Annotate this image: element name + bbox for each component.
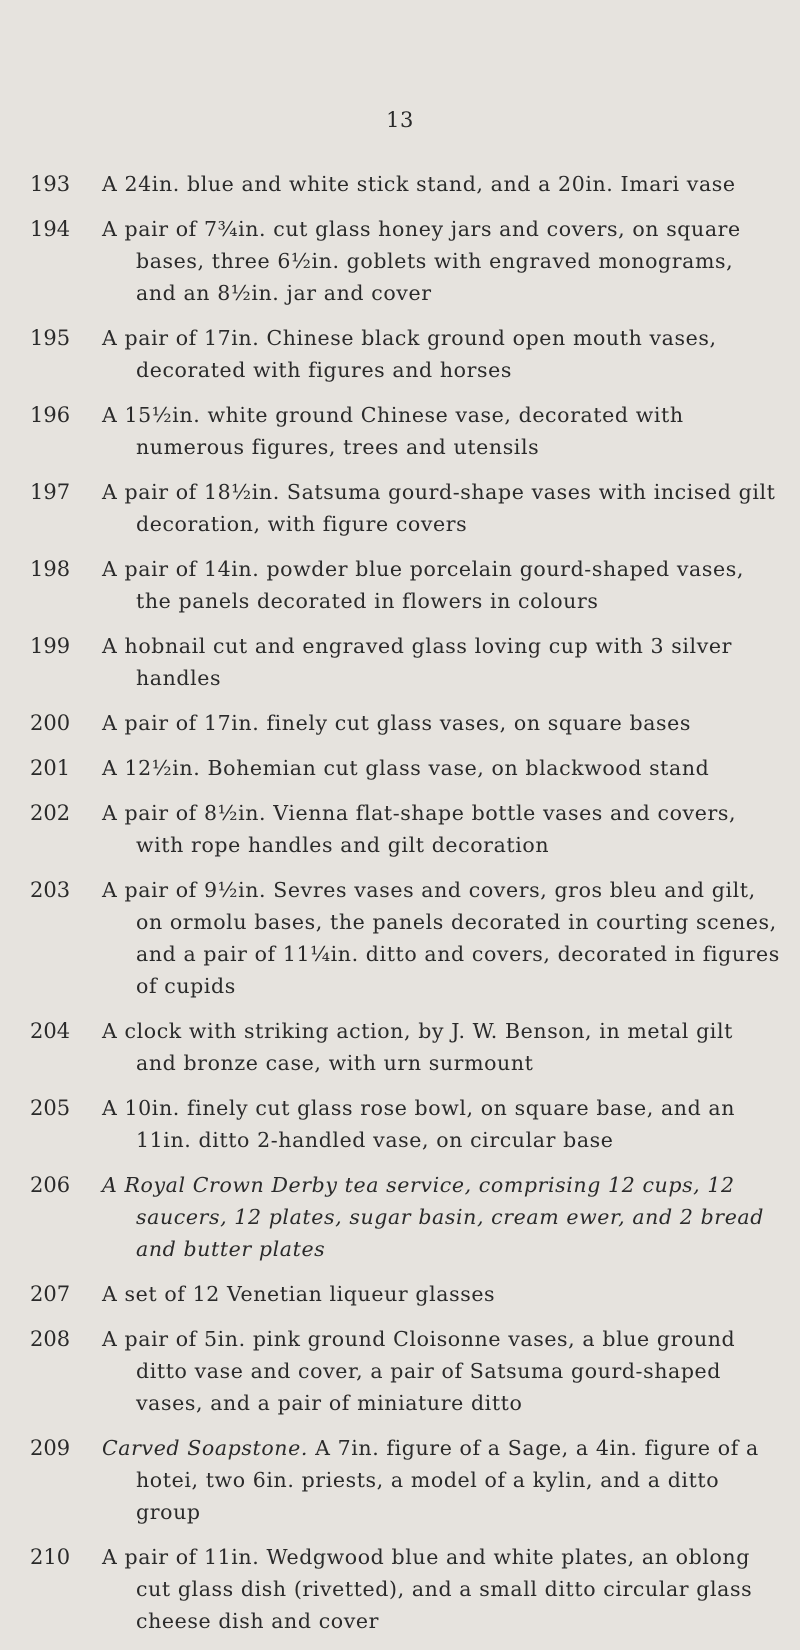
- lot-item: [0, 168, 800, 200]
- lot-item: [0, 1541, 800, 1637]
- lot-description: A pair of 9½in. Sevres vases and covers, gros bleu and gilt, on ormolu bases, the panels decorated in courting scenes, and a pair of 11¼in. ditto and covers, decorated in figures of cupids: [102, 878, 780, 998]
- lot-item: [0, 476, 800, 540]
- lot-description: A set of 12 Venetian liqueur glasses: [102, 1282, 496, 1306]
- lot-number: 205: [30, 1096, 71, 1120]
- lot-description: A pair of 7¾in. cut glass honey jars and covers, on square bases, three 6½in. goblets with engraved monograms, and an 8½in. jar and cover: [102, 217, 741, 305]
- lot-description: A 24in. blue and white stick stand, and a 20in. Imari vase: [102, 172, 736, 196]
- lot-item: [0, 1432, 800, 1528]
- lot-item: [0, 1323, 800, 1419]
- lot-number: 196: [30, 403, 71, 427]
- lot-item: [0, 322, 800, 386]
- lot-description: A pair of 8½in. Vienna flat-shape bottle vases and covers, with rope handles and gilt decoration: [102, 801, 737, 857]
- lot-item: [0, 213, 800, 309]
- lot-description: A clock with striking action, by J. W. Benson, in metal gilt and bronze case, with urn surmount: [102, 1019, 733, 1075]
- lot-lead-italic: Carved Soapstone.: [102, 1436, 308, 1460]
- lot-item: [0, 630, 800, 694]
- lot-item: [0, 1015, 800, 1079]
- lot-description: [102, 1169, 780, 1265]
- lot-description: A 15½in. white ground Chinese vase, decorated with numerous figures, trees and utensils: [102, 403, 684, 459]
- lot-description: [102, 1432, 780, 1528]
- lot-number: 197: [30, 480, 71, 504]
- lot-number: 209: [30, 1436, 71, 1460]
- lot-item: [0, 1092, 800, 1156]
- lot-number: 195: [30, 326, 71, 350]
- lot-description: A 10in. finely cut glass rose bowl, on square base, and an 11in. ditto 2-handled vase, on circular base: [102, 1096, 736, 1152]
- lot-description: A hobnail cut and engraved glass loving cup with 3 silver handles: [102, 634, 733, 690]
- lot-number: 207: [30, 1282, 71, 1306]
- lot-number: 198: [30, 557, 71, 581]
- lot-number: 208: [30, 1327, 71, 1351]
- page-number: 13: [386, 108, 414, 132]
- lot-description: A pair of 17in. finely cut glass vases, on square bases: [102, 711, 691, 735]
- lot-item: [0, 1278, 800, 1310]
- lot-item: [0, 707, 800, 739]
- lot-number: 210: [30, 1545, 71, 1569]
- lot-number: 206: [30, 1173, 71, 1197]
- lot-description-rest: A 7in. figure of a Sage, a 4in. figure of a hotei, two 6in. priests, a model of a kylin, and a ditto group: [136, 1436, 759, 1524]
- lot-number: 204: [30, 1019, 71, 1043]
- lot-number: 200: [30, 711, 71, 735]
- lot-item: [0, 752, 800, 784]
- lot-number: 194: [30, 217, 71, 241]
- lot-description: A pair of 18½in. Satsuma gourd-shape vases with incised gilt decoration, with figure covers: [102, 480, 776, 536]
- lot-description: A pair of 14in. powder blue porcelain gourd-shaped vases, the panels decorated in flowers in colours: [102, 557, 744, 613]
- lot-description: A pair of 11in. Wedgwood blue and white plates, an oblong cut glass dish (rivetted), and a small ditto circular glass cheese dish and cover: [102, 1545, 753, 1633]
- lot-description: A pair of 5in. pink ground Cloisonne vases, a blue ground ditto vase and cover, a pair of Satsuma gourd-shaped vases, and a pair of miniature ditto: [102, 1327, 736, 1415]
- lot-number: 201: [30, 756, 71, 780]
- lot-item: [0, 874, 800, 1002]
- lot-description: A 12½in. Bohemian cut glass vase, on blackwood stand: [102, 756, 710, 780]
- lot-item: [0, 399, 800, 463]
- lot-lead-italic: A Royal Crown Derby tea service, comprising 12 cups, 12 saucers, 12 plates, sugar basin, cream ewer, and 2 bread and butter plates: [102, 1173, 764, 1261]
- lot-item: [0, 553, 800, 617]
- lot-number: 199: [30, 634, 71, 658]
- lot-list: [0, 168, 800, 1650]
- lot-number: 202: [30, 801, 71, 825]
- lot-description: A pair of 17in. Chinese black ground open mouth vases, decorated with figures and horses: [102, 326, 717, 382]
- lot-item: [0, 797, 800, 861]
- lot-number: 203: [30, 878, 71, 902]
- lot-item: [0, 1169, 800, 1265]
- lot-number: 193: [30, 172, 71, 196]
